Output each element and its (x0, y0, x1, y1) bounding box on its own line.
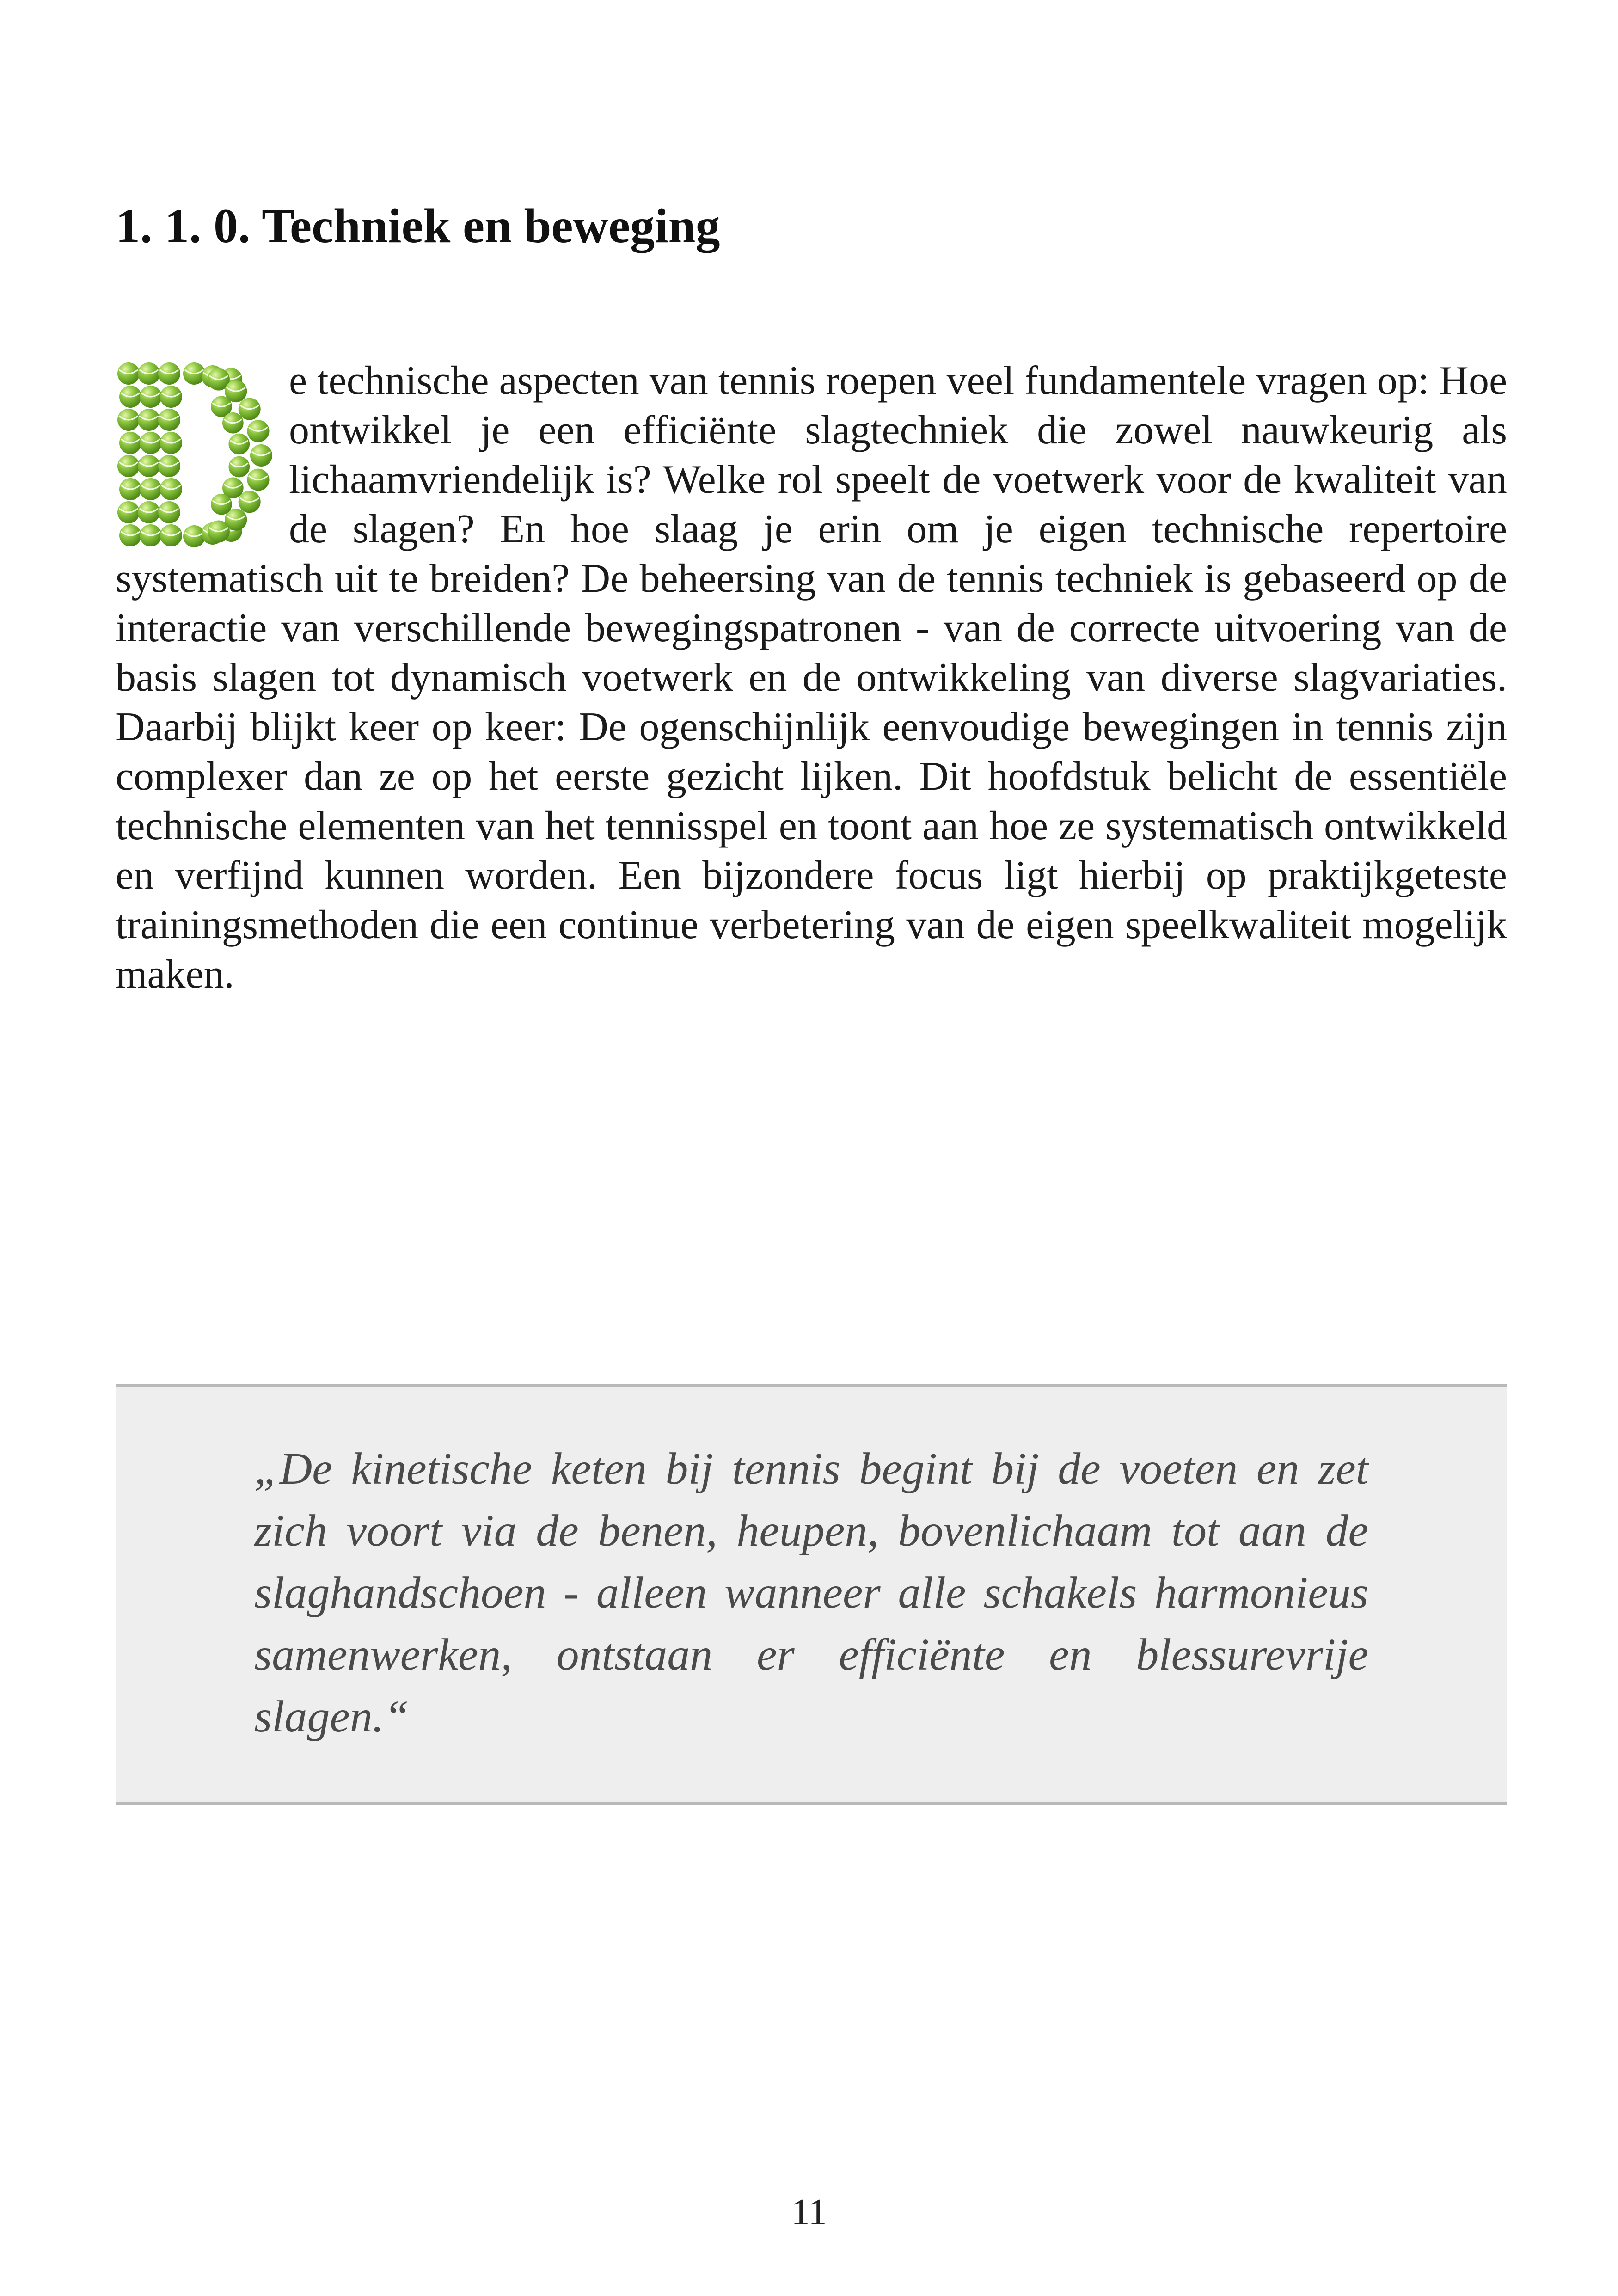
tennis-ball-icon (250, 444, 272, 467)
tennis-ball-icon (119, 386, 141, 408)
tennis-ball-icon (160, 478, 182, 500)
tennis-ball-icon (119, 478, 141, 500)
pull-quote-box (116, 1384, 1507, 1805)
tennis-ball-icon (140, 478, 162, 500)
tennis-ball-icon (158, 455, 180, 477)
tennis-ball-icon (247, 420, 270, 442)
tennis-ball-icon (222, 412, 244, 434)
tennis-ball-icon (239, 491, 261, 513)
tennis-ball-icon (138, 501, 160, 523)
tennis-ball-icon (208, 520, 230, 542)
tennis-ball-letter-d-icon (116, 360, 275, 552)
body-paragraph (116, 356, 1507, 999)
tennis-ball-icon (117, 455, 140, 477)
tennis-ball-icon (119, 524, 141, 546)
tennis-ball-icon (247, 469, 270, 491)
tennis-ball-icon (228, 456, 250, 478)
tennis-ball-icon (119, 432, 141, 454)
tennis-ball-icon (158, 501, 180, 523)
tennis-ball-icon (117, 409, 140, 431)
tennis-ball-icon (138, 409, 160, 431)
tennis-ball-icon (158, 362, 180, 385)
tennis-ball-icon (160, 432, 182, 454)
pull-quote-text: „De kinetische keten bij tennis begint bij de voeten en zet zich voort via de benen, heupen, bovenlichaam tot aan de slaghandschoen - alleen wanneer alle schakels harmonieus samenwerken, ontstaan er efficiënte en blessurevrije slagen.“ (254, 1444, 1368, 1742)
tennis-ball-icon (117, 362, 140, 385)
tennis-ball-icon (140, 432, 162, 454)
tennis-ball-icon (138, 362, 160, 385)
tennis-ball-icon (228, 434, 250, 455)
body-text: e technische aspecten van tennis roepen veel fundamentele vragen op: Hoe ontwikkel je een efficiënte slagtechniek die zowel nauwkeurig als lichaamvriendelijk is? Welke rol speelt de voetwerk voor de kwaliteit van de slagen? En hoe slaag je erin om je eigen technische repertoire systematisch uit te breiden? De beheersing van de tennis techniek is gebaseerd op de interactie van verschillende bewegingspatronen - van de correcte uitvoering van de basis slagen tot dynamisch voetwerk en de ontwikkeling van diverse slagvariaties. Daarbij blijkt keer op keer: De ogenschijnlijk eenvoudige bewegingen in tennis zijn complexer dan ze op het eerste gezicht lijken. Dit hoofdstuk belicht de essentiële technische elementen van het tennisspel en toont aan hoe ze systematisch ontwikkeld en verfijnd kunnen worden. Een bijzondere focus ligt hierbij op praktijkgeteste trainingsmethoden die een continue verbetering van de eigen speelkwaliteit mogelijk maken. (116, 358, 1507, 997)
tennis-ball-icon (140, 524, 162, 546)
page-number: 11 (791, 2192, 827, 2233)
section-heading: 1. 1. 0. Techniek en beweging (116, 199, 720, 253)
tennis-ball-icon (140, 386, 162, 408)
tennis-ball-icon (160, 386, 182, 408)
tennis-ball-icon (138, 455, 160, 477)
tennis-ball-icon (211, 494, 232, 515)
tennis-ball-icon (239, 398, 261, 420)
tennis-ball-icon (160, 524, 182, 546)
tennis-ball-icon (158, 409, 180, 431)
tennis-ball-icon (117, 501, 140, 523)
